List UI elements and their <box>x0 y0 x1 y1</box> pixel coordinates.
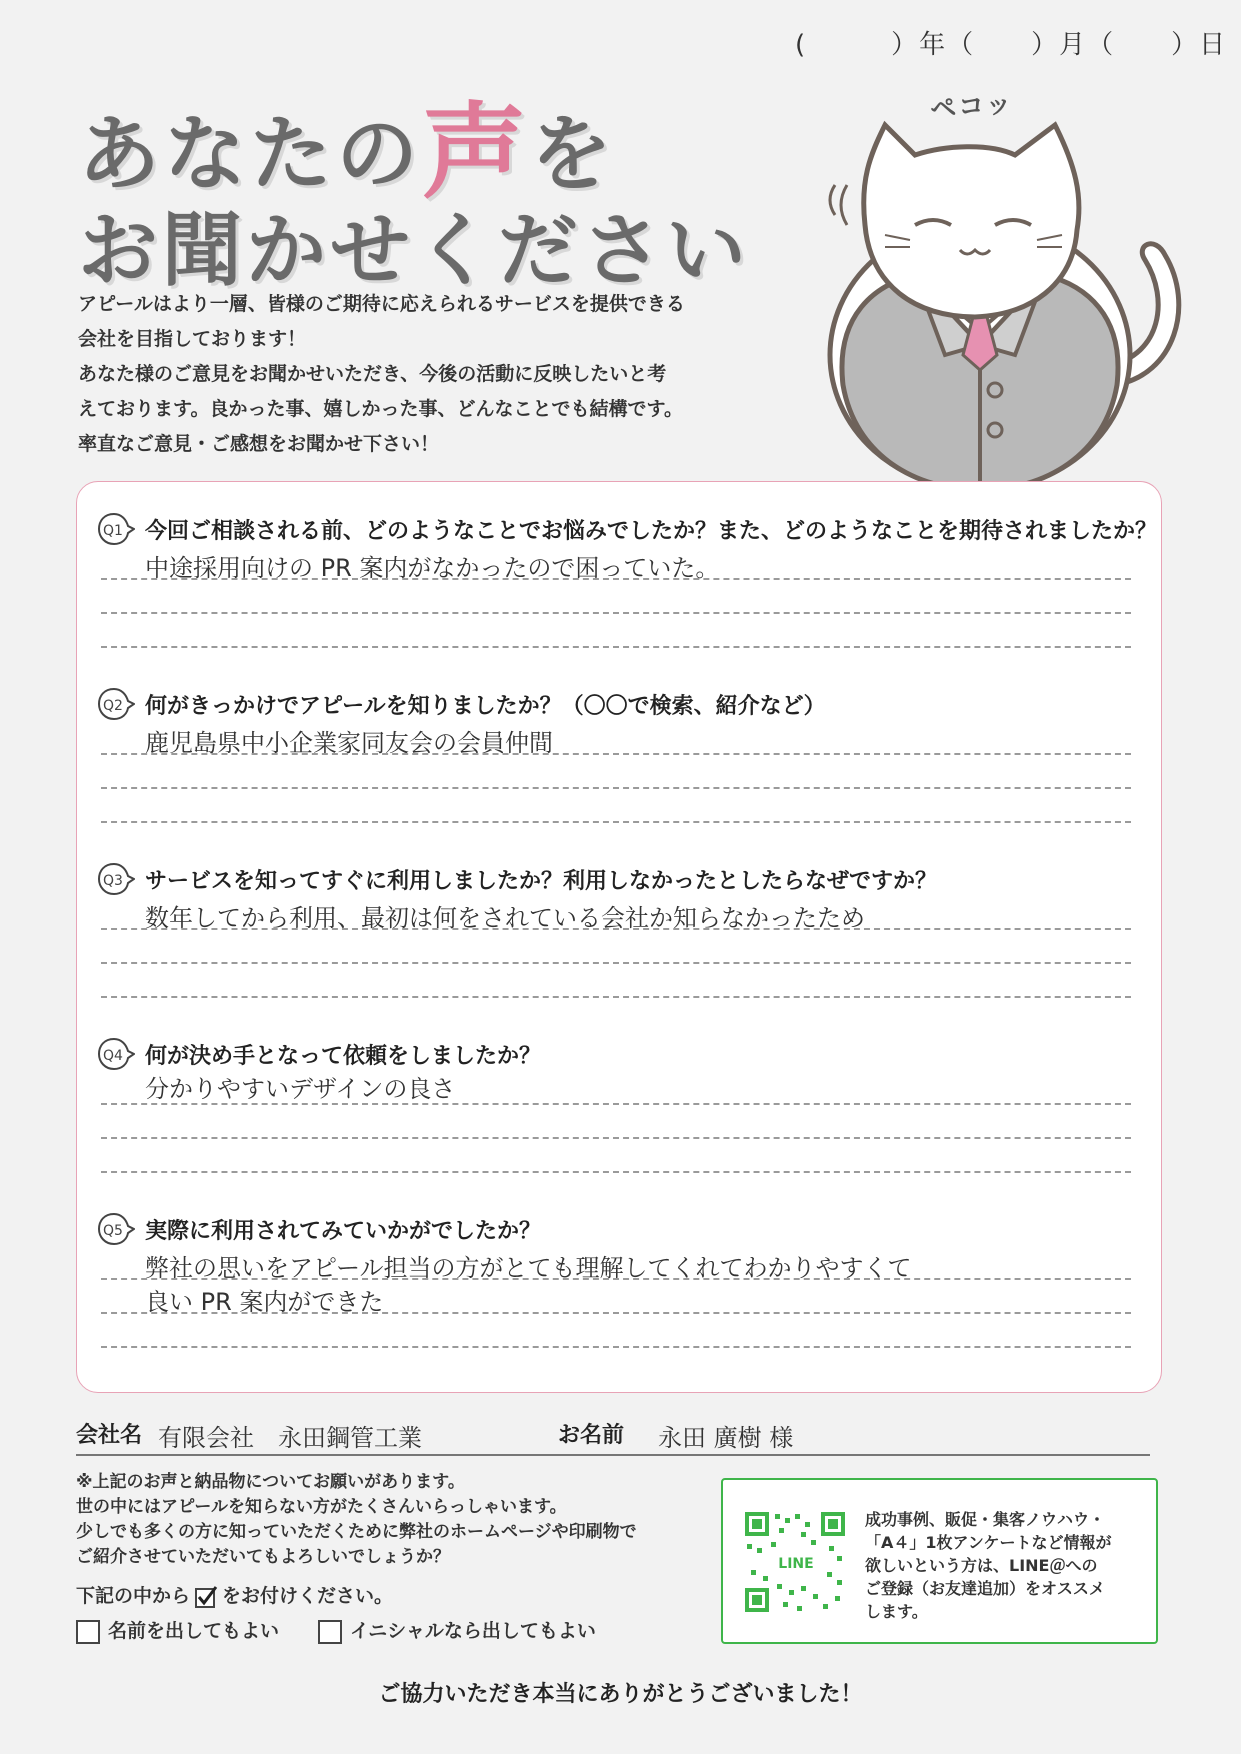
speech-bubble-icon <box>97 512 135 546</box>
line-promo-line: ご登録（お友達追加）をオススメ <box>865 1579 1105 1598</box>
respondent-info <box>76 1418 1150 1456</box>
line-qr-code[interactable] <box>743 1510 847 1614</box>
question-text: 今回ご相談される前、どのようなことでお悩みでしたか？また、どのようなことを期待されましたか？ <box>145 519 1158 544</box>
dashed-answer-line <box>101 753 1131 755</box>
line-promo-line: 欲しいという方は、LINE＠への <box>865 1556 1098 1575</box>
consent-notice <box>76 1470 716 1570</box>
dashed-answer-line <box>101 1278 1131 1280</box>
select-instruction <box>76 1581 393 1609</box>
dashed-answer-line <box>101 1346 1131 1348</box>
question-icon-label: Q1 <box>103 523 123 539</box>
line-promo-line: します。 <box>865 1602 928 1621</box>
date-field: ( ）年（ ）月（ ）日 <box>795 30 1228 60</box>
title-pre: あなたの <box>78 107 423 202</box>
question-icon-label: Q2 <box>103 698 123 714</box>
answer-line: 鹿児島県中小企業家同友会の会員仲間 <box>145 729 553 757</box>
dashed-answer-line <box>101 646 1131 648</box>
notice-line: 少しでも多くの方に知っていただくために弊社のホームページや印刷物で <box>76 1522 637 1542</box>
question-text: 何がきっかけでアピールを知りましたか？（〇〇で検索、紹介など） <box>145 694 826 719</box>
intro-text <box>78 287 758 462</box>
notice-line: ※上記のお声と納品物についてお願いがあります。 <box>76 1472 465 1492</box>
answer-line: 分かりやすいデザインの良さ <box>145 1075 456 1103</box>
intro-line: 会社を目指しております！ <box>78 328 307 350</box>
line-promo-line: 「A４」1枚アンケートなど情報が <box>865 1533 1112 1552</box>
page-title-line2: お聞かせください <box>78 204 750 297</box>
questionnaire-box <box>76 481 1162 1393</box>
question-text: サービスを知ってすぐに利用しましたか？利用しなかったとしたらなぜですか？ <box>145 869 938 894</box>
speech-bubble-icon <box>97 1037 135 1071</box>
dashed-answer-line <box>101 612 1131 614</box>
option-label: イニシャルなら出してもよい <box>350 1620 596 1642</box>
line-promo-text <box>865 1508 1145 1623</box>
company-value: 有限会社 永田鋼管工業 <box>158 1424 422 1452</box>
question-icon-label: Q5 <box>103 1223 123 1239</box>
line-promo-box <box>721 1478 1158 1644</box>
select-suffix: をお付けください。 <box>222 1585 394 1607</box>
intro-line: 率直なご意見・ご感想をお聞かせ下さい！ <box>78 433 440 455</box>
answer-line: 良い PR 案内ができた <box>145 1288 384 1316</box>
mascot-caption: ペコッ <box>929 89 1015 125</box>
thank-you-message: ご協力いただき本当にありがとうございました！ <box>378 1682 863 1707</box>
dashed-answer-line <box>101 962 1131 964</box>
option-name-ok[interactable] <box>76 1616 279 1644</box>
checkbox[interactable] <box>318 1620 342 1644</box>
speech-bubble-icon <box>97 1212 135 1246</box>
speech-bubble-icon <box>97 687 135 721</box>
dashed-answer-line <box>101 1103 1131 1105</box>
question-icon-label: Q4 <box>103 1048 123 1064</box>
qr-line-label: LINE <box>778 1556 814 1572</box>
line-promo-line: 成功事例、販促・集客ノウハウ・ <box>865 1510 1106 1529</box>
dashed-answer-line <box>101 821 1131 823</box>
dashed-answer-line <box>101 578 1131 580</box>
answer-line: 数年してから利用、最初は何をされている会社か知らなかったため <box>145 904 865 932</box>
name-label: お名前 <box>558 1423 625 1448</box>
speech-bubble-icon <box>97 862 135 896</box>
dashed-answer-line <box>101 996 1131 998</box>
cat-mascot-illustration <box>815 85 1195 505</box>
question-text: 何が決め手となって依頼をしましたか？ <box>145 1044 542 1069</box>
intro-line: あなた様のご意見をお聞かせいただき、今後の活動に反映したいと考 <box>78 363 667 385</box>
question-icon-label: Q3 <box>103 873 123 889</box>
intro-line: えております。良かった事、嬉しかった事、どんなことでも結構です。 <box>78 398 683 420</box>
checkbox[interactable] <box>76 1620 100 1644</box>
option-initials-ok[interactable] <box>318 1616 596 1644</box>
dashed-answer-line <box>101 787 1131 789</box>
notice-line: ご紹介させていただいてもよろしいでしょうか？ <box>76 1547 450 1567</box>
company-label: 会社名 <box>76 1423 143 1448</box>
dashed-answer-line <box>101 1137 1131 1139</box>
checkmark-icon <box>194 1585 218 1609</box>
select-prefix: 下記の中から <box>76 1585 191 1607</box>
answer-line: 中途採用向けの PR 案内がなかったので困っていた。 <box>145 554 720 582</box>
option-label: 名前を出してもよい <box>108 1620 280 1642</box>
dashed-answer-line <box>101 1171 1131 1173</box>
dashed-answer-line <box>101 928 1131 930</box>
title-post: を <box>530 107 617 202</box>
answer-line: 弊社の思いをアピール担当の方がとても理解してくれてわかりやすくて <box>145 1254 912 1282</box>
name-value: 永田 廣樹 様 <box>658 1424 794 1452</box>
question-text: 実際に利用されてみていかがでしたか？ <box>145 1219 542 1244</box>
notice-line: 世の中にはアピールを知らない方がたくさんいらっしゃいます。 <box>76 1497 567 1517</box>
intro-line: アピールはより一層、皆様のご期待に応えられるサービスを提供できる <box>78 293 685 315</box>
dashed-answer-line <box>101 1312 1131 1314</box>
title-accent: 声 <box>422 91 531 213</box>
